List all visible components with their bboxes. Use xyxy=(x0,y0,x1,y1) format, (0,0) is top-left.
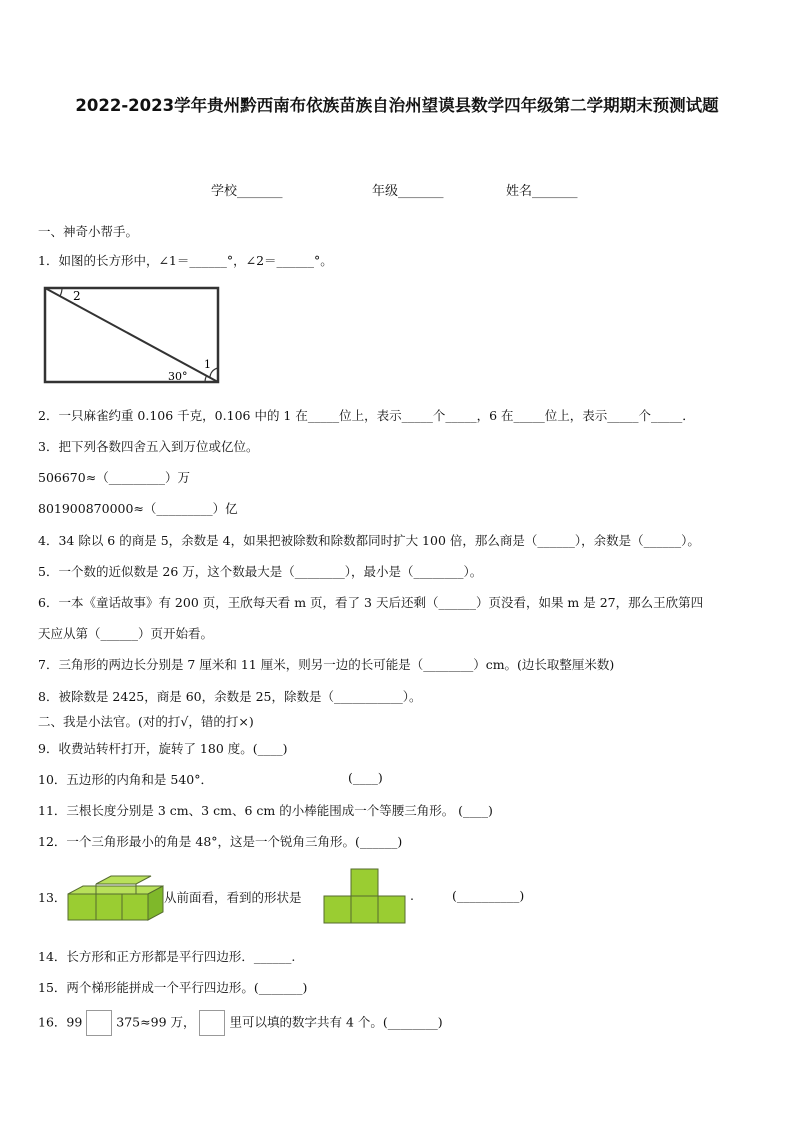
question-9: 9．收费站转杆打开，旋转了 180 度。(____) xyxy=(38,741,288,756)
question-13-dot: . xyxy=(410,888,414,903)
question-10-blank: (____) xyxy=(348,770,383,785)
question-16 xyxy=(38,1010,443,1036)
question-3b: 801900870000≈（_________）亿 xyxy=(38,501,238,516)
question-3a: 506670≈（_________）万 xyxy=(38,470,190,485)
question-13-text: 从前面看，看到的形状是 xyxy=(164,890,302,905)
angle-label-30: 30° xyxy=(168,370,188,383)
question-15: 15．两个梯形能拼成一个平行四边形。(_______) xyxy=(38,980,308,995)
question-14: 14．长方形和正方形都是平行四边形．______. xyxy=(38,949,296,964)
rectangle-diagram xyxy=(40,284,230,388)
question-4: 4．34 除以 6 的商是 5，余数是 4，如果把被除数和除数都同时扩大 100 倍，那么商是（______），余数是（______）。 xyxy=(38,533,700,548)
grade-field: 年级_______ xyxy=(372,184,444,199)
answer-box[interactable] xyxy=(199,1010,225,1036)
school-field: 学校_______ xyxy=(211,184,283,199)
question-16-part-a: 16．99 xyxy=(38,1014,83,1030)
front-view-shape xyxy=(322,868,408,924)
question-16-part-c: 里可以填的数字共有 4 个。(________) xyxy=(229,1014,443,1030)
answer-box[interactable] xyxy=(86,1010,112,1036)
question-13-blank: (__________) xyxy=(452,888,525,903)
question-2: 2．一只麻雀约重 0.106 千克，0.106 中的 1 在_____位上，表示_____个_____，6 在_____位上，表示_____个_____． xyxy=(38,408,695,423)
question-1: 1．如图的长方形中，∠1＝______°，∠2＝______°。 xyxy=(38,253,333,268)
question-8: 8．被除数是 2425，商是 60，余数是 25，除数是（___________）。 xyxy=(38,689,422,704)
question-7: 7．三角形的两边长分别是 7 厘米和 11 厘米，则另一边的长可能是（________）cm。(边长取整厘米数) xyxy=(38,657,615,672)
question-13-number: 13． xyxy=(38,890,67,905)
page-title: 2022-2023学年贵州黔西南布依族苗族自治州望谟县数学四年级第二学期期末预测试题 xyxy=(75,96,719,115)
angle-label-1: 1 xyxy=(204,358,211,371)
question-12: 12．一个三角形最小的角是 48°，这是一个锐角三角形。(______) xyxy=(38,834,403,849)
question-6-line-2: 天应从第（______）页开始看。 xyxy=(38,626,214,641)
cube-stack-figure xyxy=(66,874,166,924)
question-11: 11．三根长度分别是 3 cm、3 cm、6 cm 的小棒能围成一个等腰三角形。 (____) xyxy=(38,803,493,818)
question-16-part-b: 375≈99 万， xyxy=(116,1014,196,1030)
question-5: 5．一个数的近似数是 26 万，这个数最大是（________），最小是（________）。 xyxy=(38,564,483,579)
question-10: 10．五边形的内角和是 540°． xyxy=(38,772,213,787)
section-heading-2: 二、我是小法官。(对的打√，错的打×) xyxy=(38,714,254,729)
name-field: 姓名_______ xyxy=(506,184,578,199)
question-6-line-1: 6．一本《童话故事》有 200 页，王欣每天看 m 页，看了 3 天后还剩（______）页没看，如果 m 是 27，那么王欣第四 xyxy=(38,595,704,610)
angle-label-2: 2 xyxy=(73,289,81,303)
question-3: 3．把下列各数四舍五入到万位或亿位。 xyxy=(38,439,259,454)
section-heading-1: 一、神奇小帮手。 xyxy=(38,224,139,239)
